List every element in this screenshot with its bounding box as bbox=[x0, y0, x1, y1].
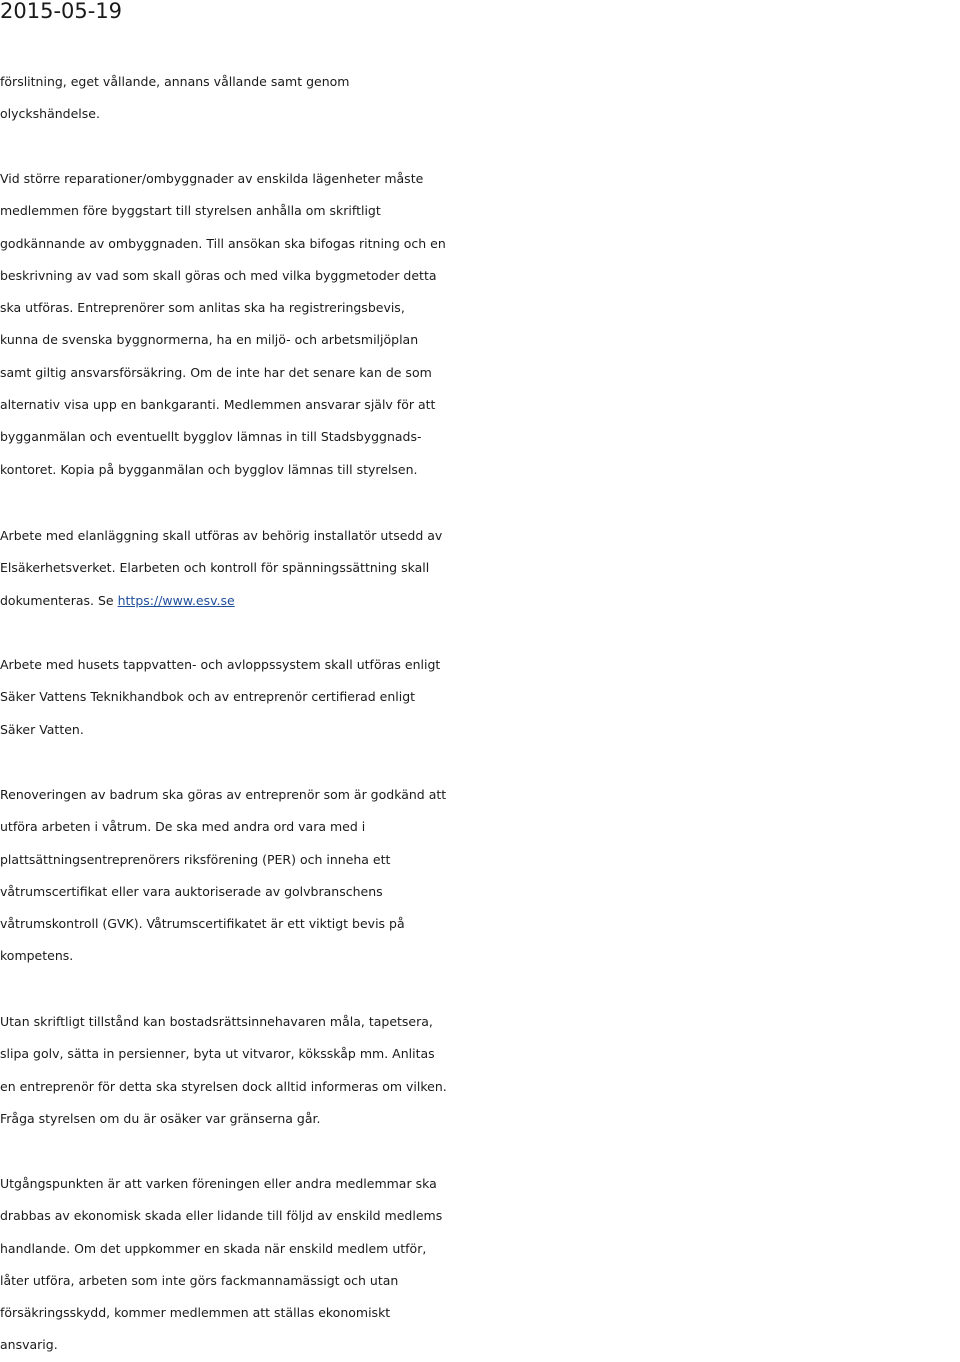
text-line: utföra arbeten i våtrum. De ska med andra ord vara med i bbox=[0, 819, 366, 835]
document-date: 2015-05-19 bbox=[0, 0, 123, 23]
text-line: försäkringsskydd, kommer medlemmen att ställas ekonomiskt bbox=[0, 1305, 391, 1321]
text-line: alternativ visa upp en bankgaranti. Medlemmen ansvarar själv för att bbox=[0, 397, 436, 413]
text-line: Arbete med elanläggning skall utföras av behörig installatör utsedd av bbox=[0, 528, 443, 543]
paragraph bbox=[0, 1006, 960, 1135]
paragraph bbox=[0, 649, 960, 746]
text-line: beskrivning av vad som skall göras och med vilka byggmetoder detta bbox=[0, 267, 437, 283]
text-line: samt giltig ansvarsförsäkring. Om de inte har det senare kan de som bbox=[0, 364, 432, 380]
paragraph bbox=[0, 520, 960, 617]
text-line: Säker Vatten. bbox=[0, 721, 84, 737]
text-line: Arbete med husets tappvatten- och avloppssystem skall utföras enligt bbox=[0, 657, 441, 672]
text-line: Vid större reparationer/ombyggnader av enskilda lägenheter måste bbox=[0, 171, 424, 186]
text-line: Elsäkerhetsverket. Elarbeten och kontroll för spänningssättning skall bbox=[0, 560, 430, 576]
text-line: ansvarig. bbox=[0, 1337, 58, 1353]
text-line: medlemmen före byggstart till styrelsen anhålla om skriftligt bbox=[0, 203, 381, 219]
text-line: Renoveringen av badrum ska göras av entreprenör som är godkänd att bbox=[0, 787, 447, 802]
text-line: godkännande av ombyggnaden. Till ansökan ska bifogas ritning och en bbox=[0, 235, 446, 251]
text-line: Fråga styrelsen om du är osäker var gränserna går. bbox=[0, 1110, 321, 1126]
text-line: slipa golv, sätta in persienner, byta ut vitvaror, köksskåp mm. Anlitas bbox=[0, 1046, 435, 1062]
text-line: kompetens. bbox=[0, 948, 74, 964]
text-line bbox=[0, 585, 960, 617]
text-line: förslitning, eget vållande, annans vållande samt genom bbox=[0, 74, 350, 89]
text-line-prefix: dokumenteras. Se bbox=[0, 592, 118, 608]
text-line: en entreprenör för detta ska styrelsen dock alltid informeras om vilken. bbox=[0, 1078, 447, 1094]
paragraph bbox=[0, 66, 960, 131]
esv-link[interactable]: https://www.esv.se bbox=[117, 592, 235, 608]
text-line: plattsättningsentreprenörers riksförening (PER) och inneha ett bbox=[0, 851, 391, 867]
text-line: bygganmälan och eventuellt bygglov lämnas in till Stadsbyggnads- bbox=[0, 429, 422, 445]
text-line: Utgångspunkten är att varken föreningen eller andra medlemmar ska bbox=[0, 1176, 437, 1191]
text-line: Säker Vattens Teknikhandbok och av entreprenör certifierad enligt bbox=[0, 689, 416, 705]
text-line: handlande. Om det uppkommer en skada när enskild medlem utför, bbox=[0, 1240, 427, 1256]
text-line: Utan skriftligt tillstånd kan bostadsrättsinnehavaren måla, tapetsera, bbox=[0, 1014, 433, 1029]
text-line: våtrumskontroll (GVK). Våtrumscertifikatet är ett viktigt bevis på bbox=[0, 916, 405, 932]
text-line: våtrumscertifikat eller vara auktoriserade av golvbranschens bbox=[0, 883, 383, 899]
paragraph bbox=[0, 163, 960, 486]
text-line: olyckshändelse. bbox=[0, 106, 100, 122]
paragraph bbox=[0, 779, 960, 973]
paragraph bbox=[0, 1168, 960, 1362]
text-line: kunna de svenska byggnormerna, ha en miljö- och arbetsmiljöplan bbox=[0, 332, 419, 348]
text-line: kontoret. Kopia på bygganmälan och bygglov lämnas till styrelsen. bbox=[0, 461, 418, 477]
text-line: drabbas av ekonomisk skada eller lidande till följd av enskild medlems bbox=[0, 1208, 443, 1224]
text-line: ska utföras. Entreprenörer som anlitas ska ha registreringsbevis, bbox=[0, 300, 405, 316]
text-line: låter utföra, arbeten som inte görs fackmannamässigt och utan bbox=[0, 1272, 399, 1288]
